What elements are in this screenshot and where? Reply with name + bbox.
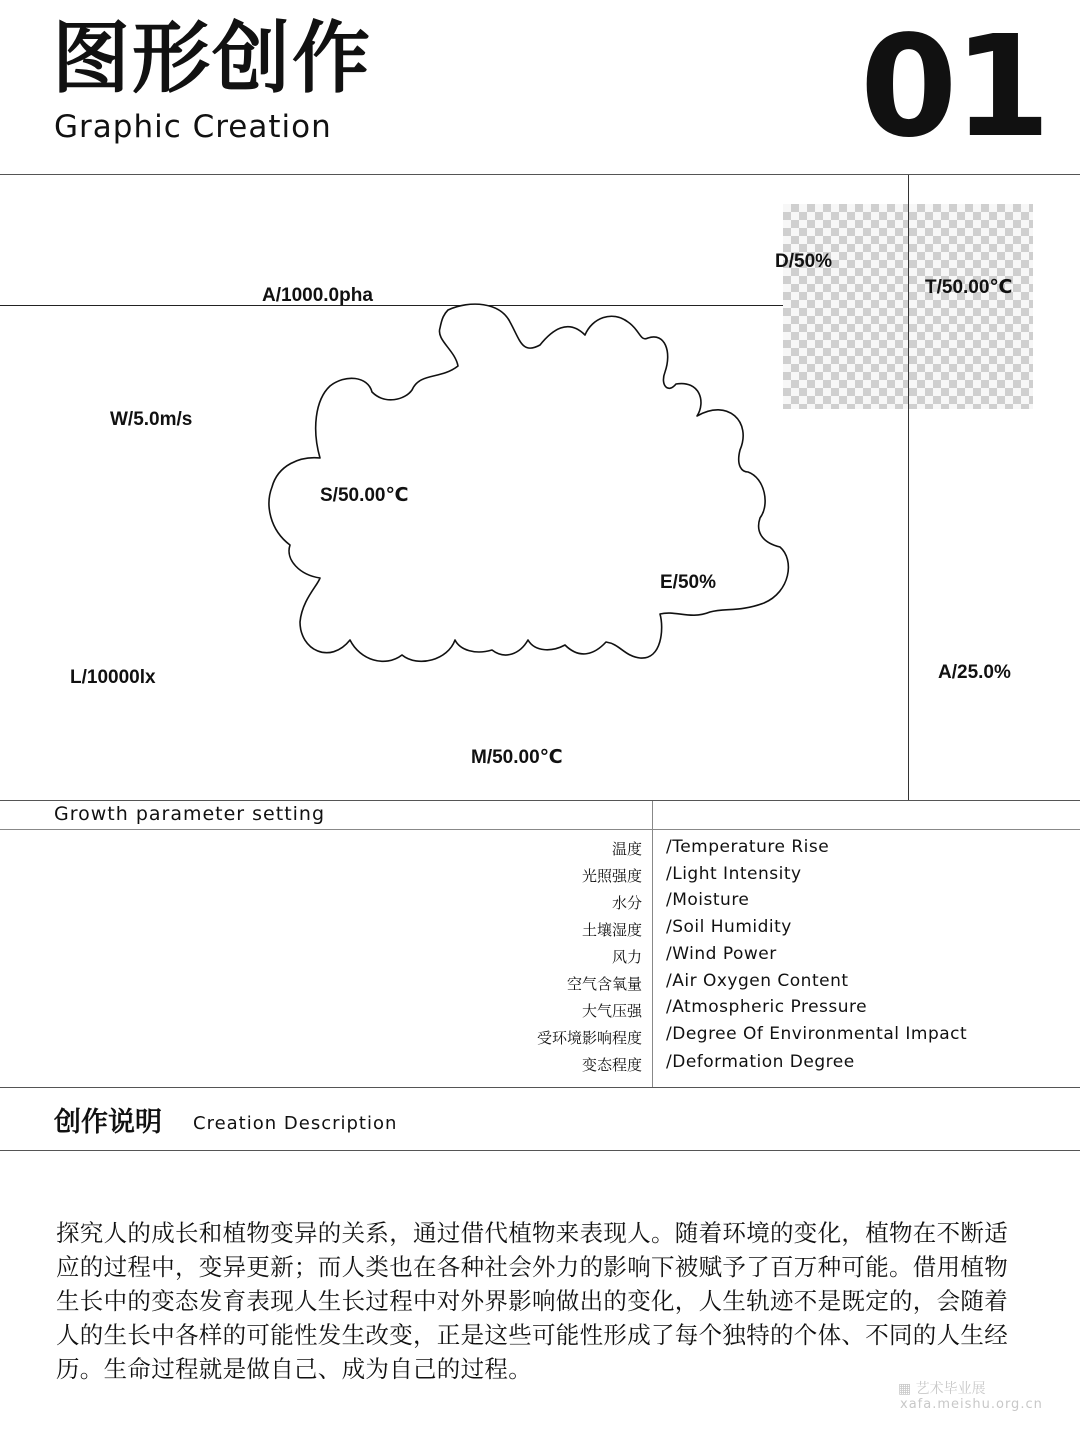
description-title-en: Creation Description <box>193 1113 398 1134</box>
param-en: /Wind Power <box>666 944 777 964</box>
description-body: 探究人的成长和植物变异的关系，通过借代植物来表现人。随着环境的变化，植物在不断适应的过程中，变异更新；而人类也在各种社会外力的影响下被赋予了百万种可能。借用植物生长中的变态发育表现人生长过程中对外界影响做出的变化，人生轨迹不是既定的，会随着人的生长中各样的可能性发生改变，正是这些可能性形成了每个独特的个体、不同的人生经历。生命过程就是做自己、成为自己的过程。 <box>56 1219 1008 1383</box>
param-cn: 水分 <box>611 894 642 912</box>
param-cn: 温度 <box>611 840 642 858</box>
param-cn: 光照强度 <box>581 867 642 885</box>
label-e: E/50% <box>660 572 716 593</box>
param-en: /Deformation Degree <box>666 1052 855 1072</box>
label-w: W/5.0m/s <box>110 409 193 430</box>
label-m: M/50.00℃ <box>471 747 563 768</box>
param-cn: 土壤湿度 <box>581 921 642 939</box>
param-cn: 大气压强 <box>581 1002 642 1020</box>
label-a-top: A/1000.0pha <box>262 285 373 306</box>
description-title-cn: 创作说明 <box>54 1107 162 1138</box>
growth-title: Growth parameter setting <box>54 803 326 825</box>
param-en: /Soil Humidity <box>666 917 792 937</box>
param-en: /Air Oxygen Content <box>666 971 849 991</box>
label-s: S/50.00℃ <box>320 485 409 506</box>
label-t: T/50.00℃ <box>925 277 1013 298</box>
section-number: 01 <box>860 6 1047 169</box>
label-l: L/10000lx <box>70 667 156 688</box>
param-cn: 空气含氧量 <box>566 975 642 993</box>
page-title: 图形创作 <box>52 14 373 104</box>
param-en: /Moisture <box>666 890 750 910</box>
param-en: /Temperature Rise <box>666 837 830 857</box>
param-cn: 变态程度 <box>581 1056 642 1074</box>
page-subtitle: Graphic Creation <box>54 109 332 145</box>
watermark-logo: ▦ 艺术毕业展 <box>898 1381 986 1397</box>
param-en: /Atmospheric Pressure <box>666 997 868 1017</box>
watermark-url: xafa.meishu.org.cn <box>900 1397 1043 1412</box>
param-en: /Degree Of Environmental Impact <box>666 1024 968 1044</box>
param-en: /Light Intensity <box>666 864 802 884</box>
label-a-right: A/25.0% <box>938 662 1011 683</box>
param-cn: 风力 <box>611 948 642 966</box>
label-d: D/50% <box>775 251 833 272</box>
param-cn: 受环境影响程度 <box>536 1029 642 1047</box>
